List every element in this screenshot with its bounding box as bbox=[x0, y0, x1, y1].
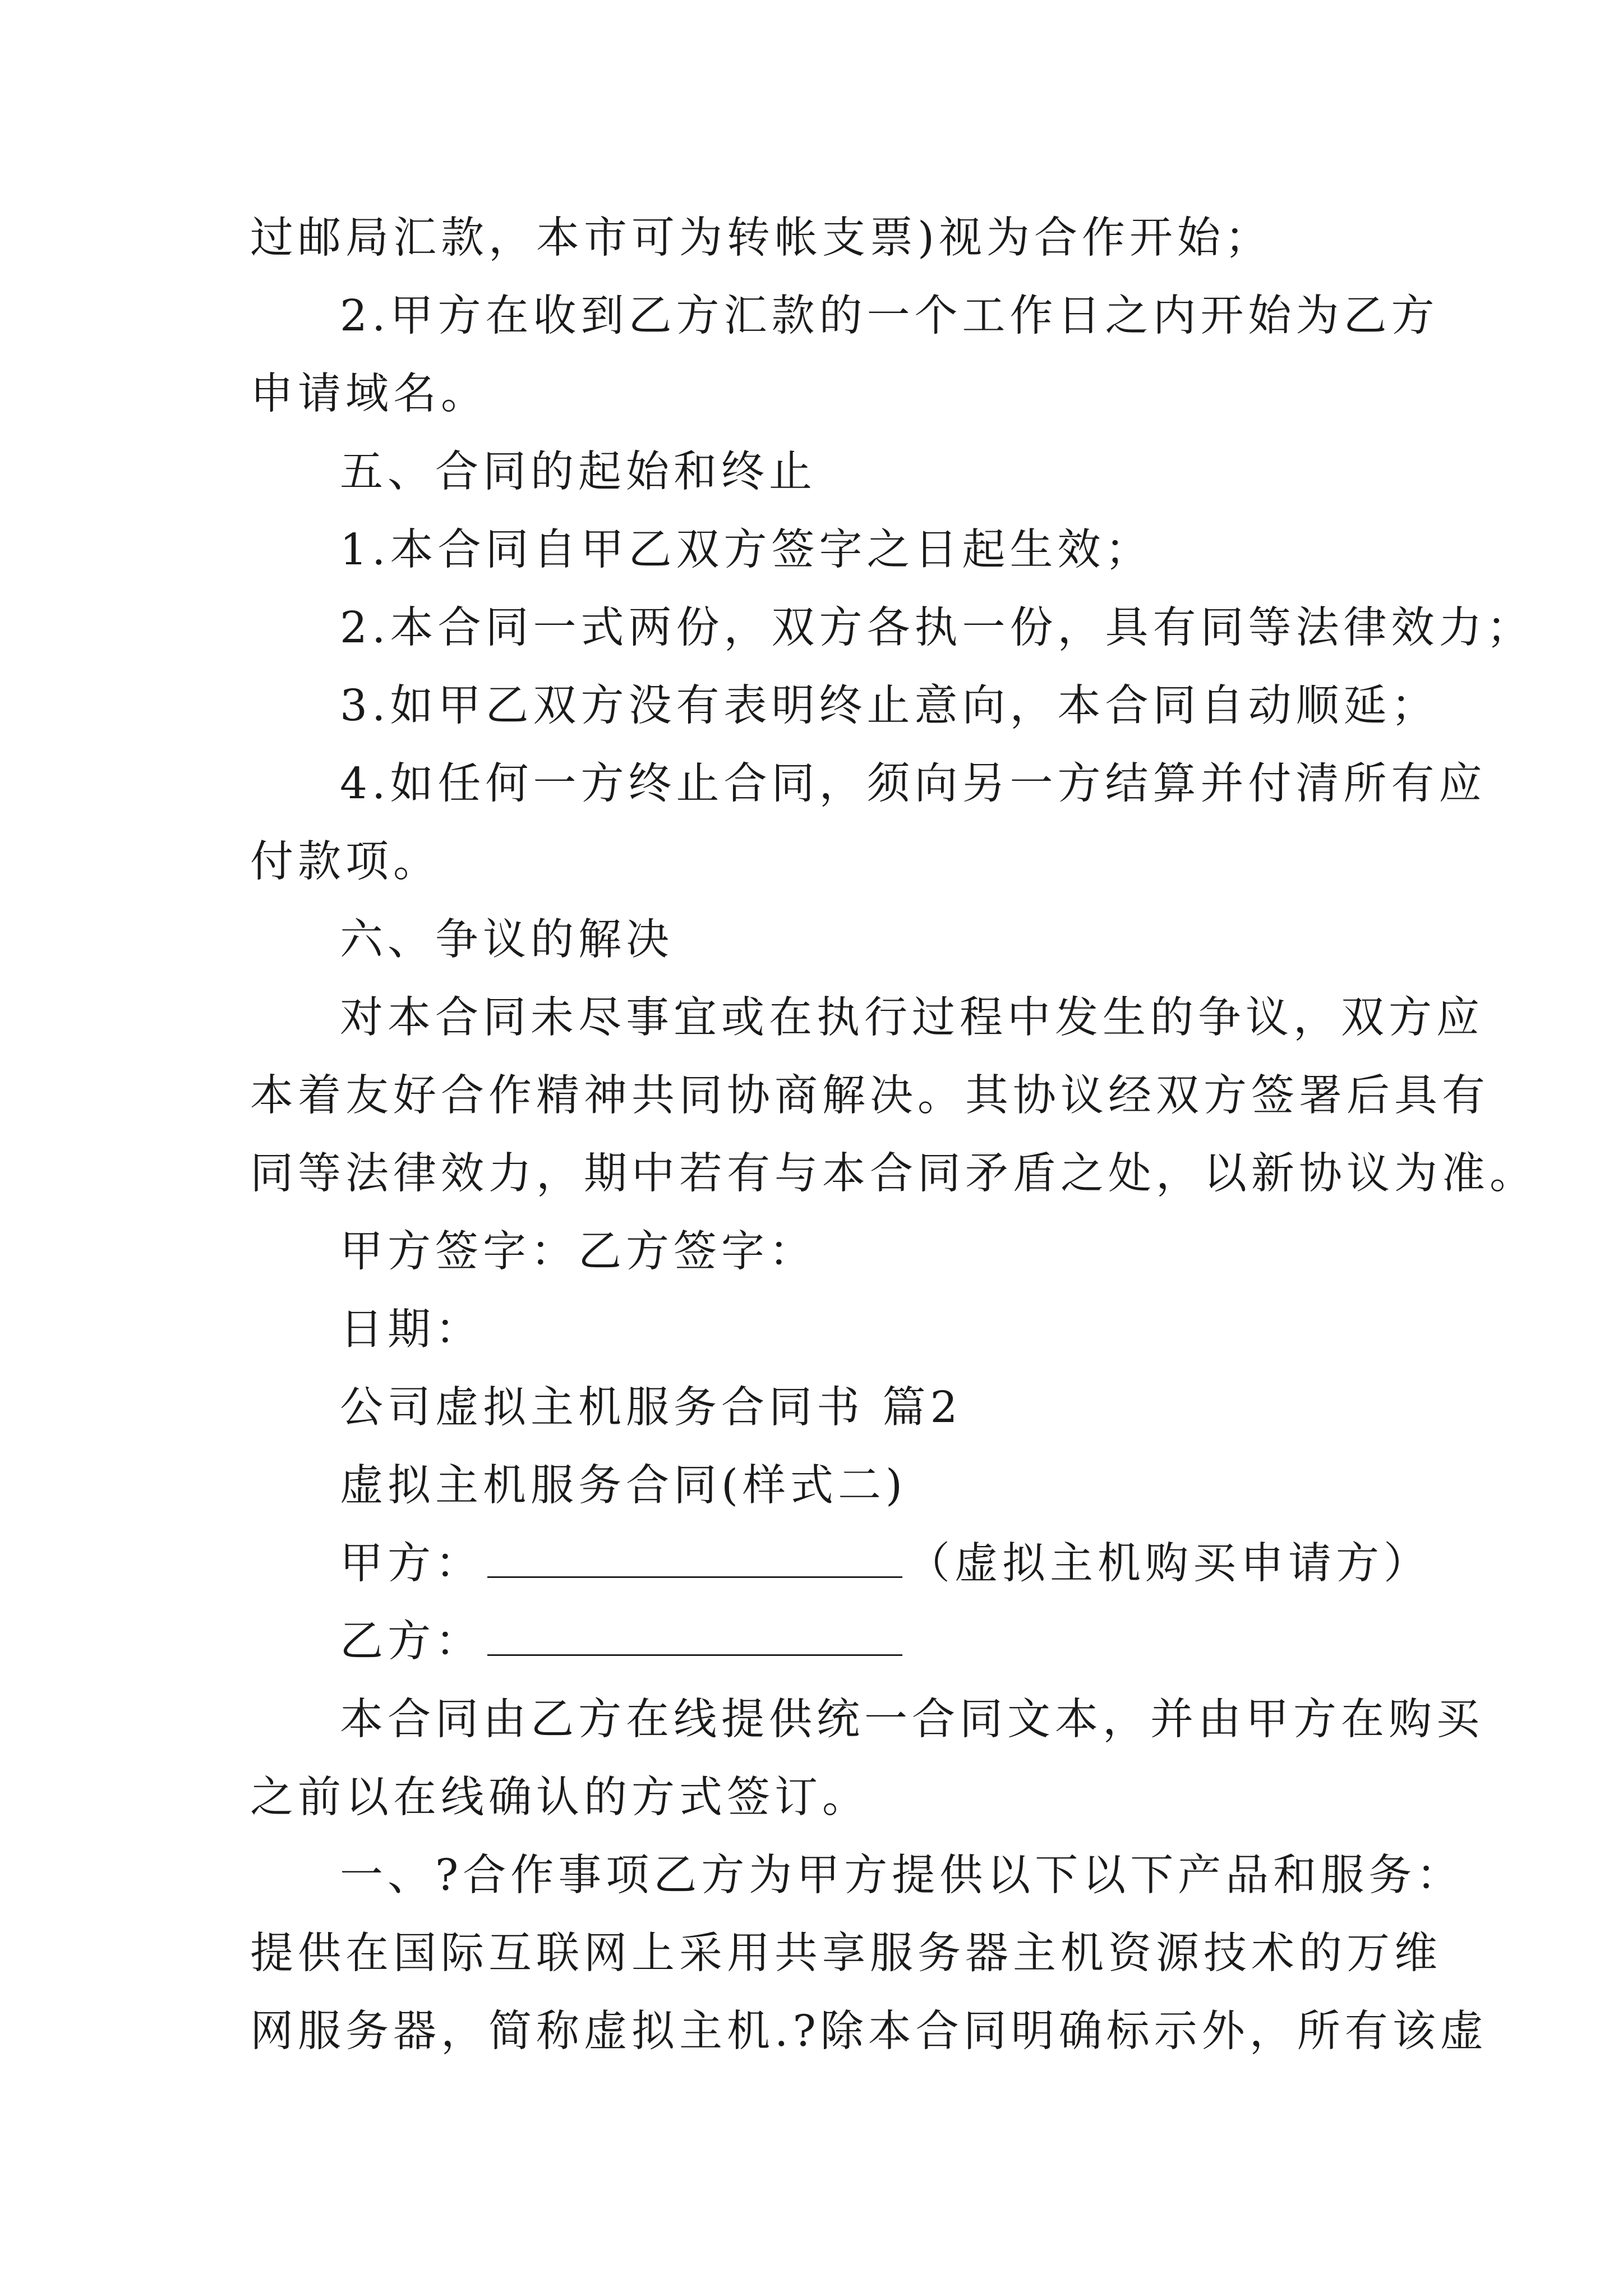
party-a-note: （虚拟主机购买申请方） bbox=[907, 1539, 1431, 1589]
text-line: 2.本合同一式两份，双方各执一份，具有同等法律效力； bbox=[340, 603, 1534, 653]
text-line: 1.本合同自甲乙双方签字之日起生效； bbox=[340, 525, 1153, 575]
text-line: 网服务器，简称虚拟主机.?除本合同明确标示外，所有该虚 bbox=[250, 2007, 1488, 2056]
party-b-label: 乙方： bbox=[340, 1617, 483, 1667]
text-line: 之前以在线确认的方式签订。 bbox=[250, 1773, 870, 1823]
text-line: 4.如任何一方终止合同，须向另一方结算并付清所有应 bbox=[340, 759, 1487, 809]
text-line: 本着友好合作精神共同协商解决。其协议经双方签署后具有 bbox=[250, 1071, 1490, 1121]
text-line: 过邮局汇款，本市可为转帐支票)视为合作开始； bbox=[250, 213, 1273, 263]
text-line: 2.甲方在收到乙方汇款的一个工作日之内开始为乙方 bbox=[340, 291, 1439, 341]
document-title: 公司虚拟主机服务合同书 篇2 bbox=[340, 1383, 962, 1433]
section-heading: 五、合同的起始和终止 bbox=[340, 447, 817, 497]
text-line: 同等法律效力，期中若有与本合同矛盾之处，以新协议为准。 bbox=[250, 1149, 1537, 1199]
party-b-blank bbox=[487, 1615, 902, 1656]
document-subtitle: 虚拟主机服务合同(样式二) bbox=[340, 1461, 907, 1511]
text-line: 申请域名。 bbox=[250, 369, 488, 419]
party-a-blank bbox=[487, 1537, 902, 1578]
text-line: 对本合同未尽事宜或在执行过程中发生的争议，双方应 bbox=[340, 993, 1484, 1043]
text-line: 付款项。 bbox=[250, 837, 441, 887]
text-line: 提供在国际互联网上采用共享服务器主机资源技术的万维 bbox=[250, 1929, 1442, 1978]
date-line: 日期： bbox=[340, 1305, 483, 1355]
text-line: 3.如甲乙双方没有表明终止意向，本合同自动顺延； bbox=[340, 681, 1439, 731]
section-heading: 一、?合作事项乙方为甲方提供以下以下产品和服务： bbox=[340, 1851, 1464, 1901]
party-a-line bbox=[250, 1525, 1431, 1603]
party-b-line bbox=[250, 1603, 1394, 1681]
signature-line: 甲方签字：乙方签字： bbox=[340, 1227, 817, 1277]
contract-text bbox=[250, 199, 1537, 2070]
text-line: 本合同由乙方在线提供统一合同文本，并由甲方在购买 bbox=[340, 1695, 1484, 1745]
section-heading: 六、争议的解决 bbox=[340, 915, 674, 965]
party-a-label: 甲方： bbox=[340, 1539, 483, 1589]
